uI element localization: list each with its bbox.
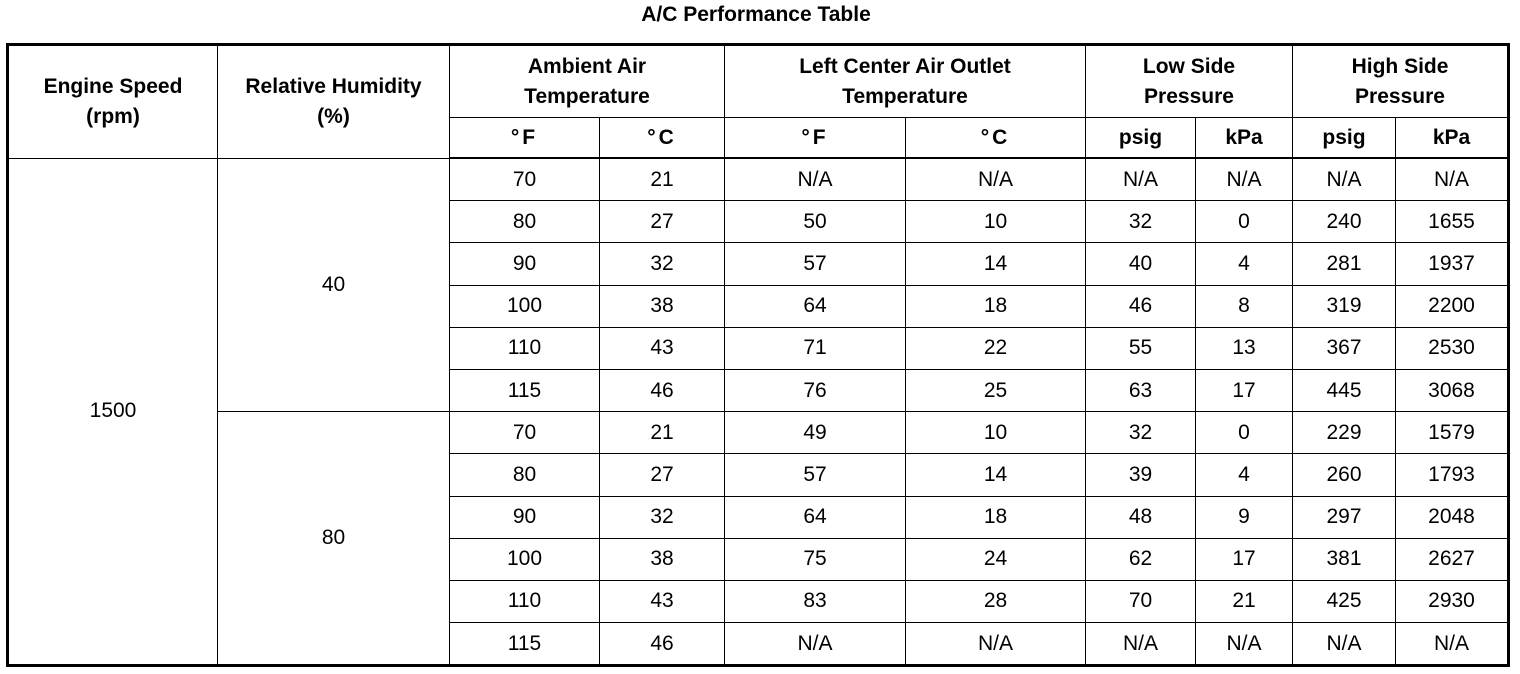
table-cell: 21 — [600, 158, 725, 201]
table-cell: 57 — [725, 243, 906, 285]
table-cell: 229 — [1293, 412, 1396, 454]
table-cell: 10 — [906, 412, 1086, 454]
header-outlet-label: Left Center Air Outlet Temperature — [799, 54, 1011, 108]
table-cell: 425 — [1293, 580, 1396, 622]
table-cell: 2627 — [1396, 538, 1509, 580]
table-cell: 21 — [600, 412, 725, 454]
table-cell: 445 — [1293, 369, 1396, 411]
table-cell: 115 — [450, 623, 600, 666]
table-cell: 27 — [600, 454, 725, 496]
table-cell: 2930 — [1396, 580, 1509, 622]
table-cell: 70 — [450, 412, 600, 454]
table-cell: 10 — [906, 201, 1086, 243]
table-cell: 32 — [1086, 201, 1196, 243]
table-cell: 70 — [450, 158, 600, 201]
table-cell: 24 — [906, 538, 1086, 580]
table-cell: 32 — [600, 243, 725, 285]
header-ambient-air-temperature — [450, 45, 725, 118]
engine-speed-cell: 1500 — [8, 158, 218, 666]
table-row — [8, 412, 1509, 454]
table-cell: 21 — [1196, 580, 1293, 622]
table-cell: 28 — [906, 580, 1086, 622]
table-cell: 0 — [1196, 201, 1293, 243]
table-cell: 76 — [725, 369, 906, 411]
table-cell: 64 — [725, 285, 906, 327]
header-high-side-label: High Side Pressure — [1351, 54, 1449, 108]
header-engine-speed-label: Engine Speed (rpm) — [43, 74, 183, 128]
table-cell: 367 — [1293, 327, 1396, 369]
table-cell: 2200 — [1396, 285, 1509, 327]
table-cell: 83 — [725, 580, 906, 622]
table-cell: N/A — [1196, 158, 1293, 201]
table-cell: 4 — [1196, 454, 1293, 496]
unit-outlet-f: °F — [725, 118, 906, 159]
table-cell: 90 — [450, 496, 600, 538]
table-cell: 18 — [906, 285, 1086, 327]
table-cell: 71 — [725, 327, 906, 369]
table-cell: 38 — [600, 285, 725, 327]
table-cell: 319 — [1293, 285, 1396, 327]
table-cell: 39 — [1086, 454, 1196, 496]
table-cell: 48 — [1086, 496, 1196, 538]
table-cell: N/A — [1396, 158, 1509, 201]
table-cell: 3068 — [1396, 369, 1509, 411]
header-high-side-pressure — [1293, 45, 1509, 118]
table-cell: 8 — [1196, 285, 1293, 327]
table-cell: 1793 — [1396, 454, 1509, 496]
unit-ambient-f: °F — [450, 118, 600, 159]
table-cell: 17 — [1196, 369, 1293, 411]
table-cell: 43 — [600, 580, 725, 622]
table-cell: N/A — [906, 623, 1086, 666]
table-cell: 63 — [1086, 369, 1196, 411]
table-cell: 17 — [1196, 538, 1293, 580]
table-cell: 1579 — [1396, 412, 1509, 454]
table-cell: 297 — [1293, 496, 1396, 538]
table-cell: 64 — [725, 496, 906, 538]
table-cell: 281 — [1293, 243, 1396, 285]
table-cell: 2048 — [1396, 496, 1509, 538]
table-cell: N/A — [1196, 623, 1293, 666]
table-cell: 43 — [600, 327, 725, 369]
table-cell: 70 — [1086, 580, 1196, 622]
table-cell: N/A — [725, 623, 906, 666]
table-cell: 1937 — [1396, 243, 1509, 285]
table-cell: 4 — [1196, 243, 1293, 285]
table-cell: N/A — [1293, 158, 1396, 201]
header-row-main — [8, 45, 1509, 118]
table-cell: 46 — [600, 369, 725, 411]
table-cell: 13 — [1196, 327, 1293, 369]
table-cell: 25 — [906, 369, 1086, 411]
table-cell: 32 — [600, 496, 725, 538]
table-cell: 14 — [906, 454, 1086, 496]
table-cell: 75 — [725, 538, 906, 580]
table-cell: 18 — [906, 496, 1086, 538]
table-title: A/C Performance Table — [641, 3, 871, 26]
header-engine-speed — [8, 45, 218, 159]
unit-high-psig: psig — [1293, 118, 1396, 159]
table-cell: 46 — [1086, 285, 1196, 327]
humidity-cell: 80 — [218, 412, 450, 666]
table-cell: N/A — [725, 158, 906, 201]
header-relative-humidity-label: Relative Humidity (%) — [245, 74, 422, 128]
table-cell: 110 — [450, 327, 600, 369]
table-cell: 110 — [450, 580, 600, 622]
ac-performance-table — [6, 43, 1510, 667]
unit-outlet-c: °C — [906, 118, 1086, 159]
table-cell: N/A — [1086, 158, 1196, 201]
table-cell: 32 — [1086, 412, 1196, 454]
table-cell: 240 — [1293, 201, 1396, 243]
table-cell: 80 — [450, 454, 600, 496]
humidity-cell: 40 — [218, 158, 450, 412]
table-cell: 55 — [1086, 327, 1196, 369]
header-low-side-label: Low Side Pressure — [1142, 54, 1236, 108]
table-cell: 100 — [450, 285, 600, 327]
table-cell: 2530 — [1396, 327, 1509, 369]
table-cell: 49 — [725, 412, 906, 454]
unit-high-kpa: kPa — [1396, 118, 1509, 159]
header-outlet-temperature — [725, 45, 1086, 118]
table-cell: 381 — [1293, 538, 1396, 580]
unit-low-kpa: kPa — [1196, 118, 1293, 159]
header-low-side-pressure — [1086, 45, 1293, 118]
table-cell: 38 — [600, 538, 725, 580]
table-cell: N/A — [1293, 623, 1396, 666]
table-cell: 22 — [906, 327, 1086, 369]
unit-low-psig: psig — [1086, 118, 1196, 159]
table-cell: 9 — [1196, 496, 1293, 538]
table-cell: 1655 — [1396, 201, 1509, 243]
table-cell: 62 — [1086, 538, 1196, 580]
table-cell: 57 — [725, 454, 906, 496]
table-cell: 100 — [450, 538, 600, 580]
table-cell: N/A — [906, 158, 1086, 201]
table-cell: 46 — [600, 623, 725, 666]
unit-ambient-c: °C — [600, 118, 725, 159]
header-ambient-label: Ambient Air Temperature — [524, 54, 650, 108]
table-cell: 260 — [1293, 454, 1396, 496]
table-cell: 27 — [600, 201, 725, 243]
table-cell: 0 — [1196, 412, 1293, 454]
table-row — [8, 158, 1509, 201]
table-cell: 80 — [450, 201, 600, 243]
table-cell: N/A — [1396, 623, 1509, 666]
table-cell: N/A — [1086, 623, 1196, 666]
table-cell: 14 — [906, 243, 1086, 285]
table-cell: 115 — [450, 369, 600, 411]
table-cell: 50 — [725, 201, 906, 243]
table-cell: 90 — [450, 243, 600, 285]
header-relative-humidity — [218, 45, 450, 159]
table-cell: 40 — [1086, 243, 1196, 285]
